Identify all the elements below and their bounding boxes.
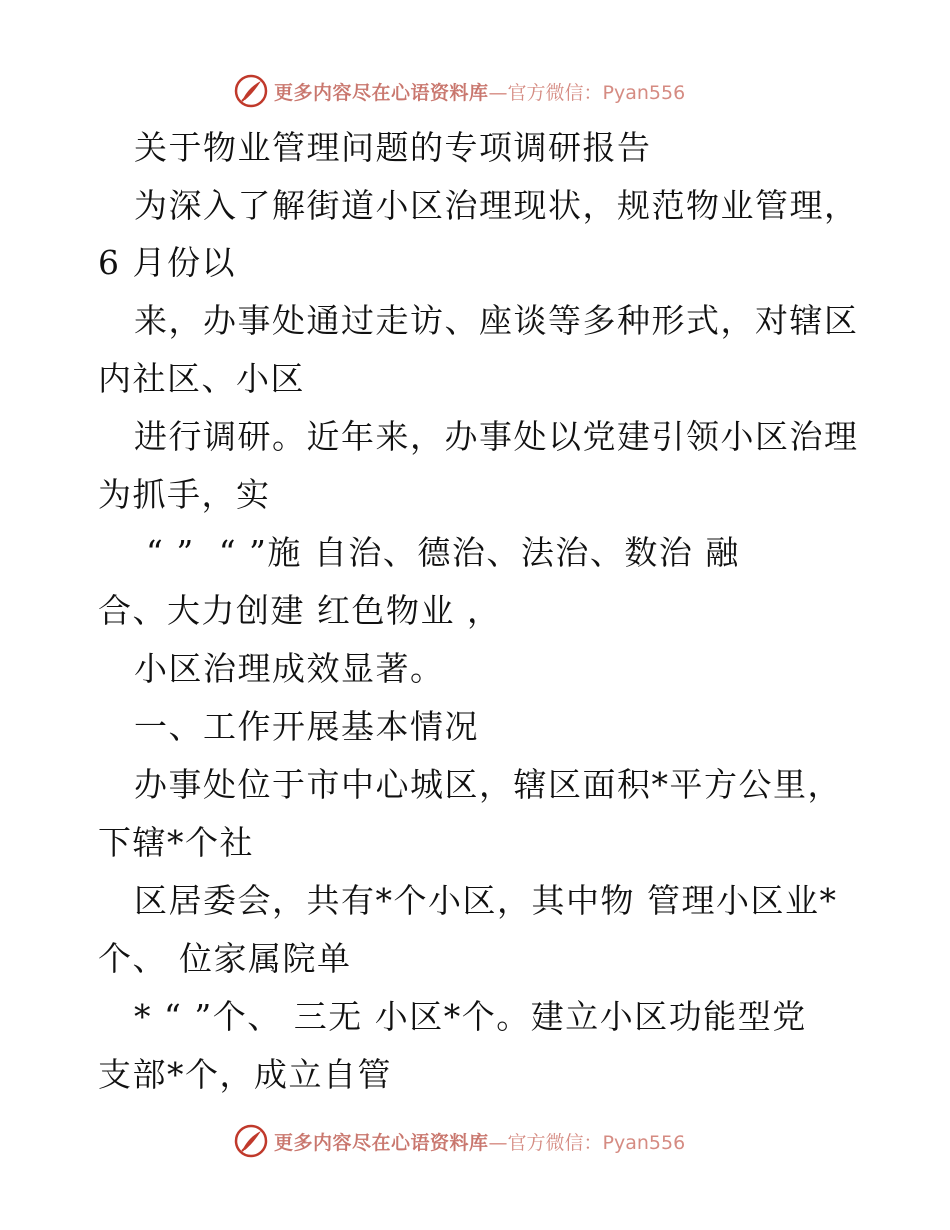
paragraph-line: 来，办事处通过走访、座谈等多种形式，对辖区 [134,301,859,340]
document-title: 关于物业管理问题的专项调研报告 [134,128,652,167]
footer-watermark [234,1124,685,1158]
paragraph-line: 6 月份以 [98,243,236,282]
quill-logo-icon [234,1124,268,1158]
watermark-contact: —官方微信：Pyan556 [488,1131,686,1154]
paragraph-line: 办事处位于市中心城区，辖区面积*平方公里， [134,765,842,804]
paragraph-line: 区居委会，共有*个小区，其中物 管理小区业* [134,881,838,920]
paragraph-line: 内社区、小区 [98,359,305,398]
paragraph-line: * “ ”个、 三无 小区*个。建立小区功能型党 [134,997,807,1036]
paragraph-line: 支部*个，成立自管 [98,1055,392,1094]
paragraph-line: 为深入了解街道小区治理现状，规范物业管理， [134,186,859,225]
paragraph-line: “ ” “ ”施 自治、德治、法治、数治 融 [134,533,740,572]
watermark-text: 更多内容尽在心语资料库 [274,81,489,104]
paragraph-line: 合、大力创建 红色物业 ， [98,591,502,630]
paragraph-line: 个、 位家属院单 [98,939,352,978]
section-heading: 一、工作开展基本情况 [134,707,479,746]
paragraph-line: 下辖*个社 [98,823,254,862]
watermark-text: 更多内容尽在心语资料库 [274,1131,489,1154]
paragraph-line: 进行调研。近年来，办事处以党建引领小区治理 [134,417,859,456]
paragraph-line: 为抓手，实 [98,475,271,514]
watermark-contact: —官方微信：Pyan556 [488,81,686,104]
paragraph-line: 小区治理成效显著。 [134,649,445,688]
